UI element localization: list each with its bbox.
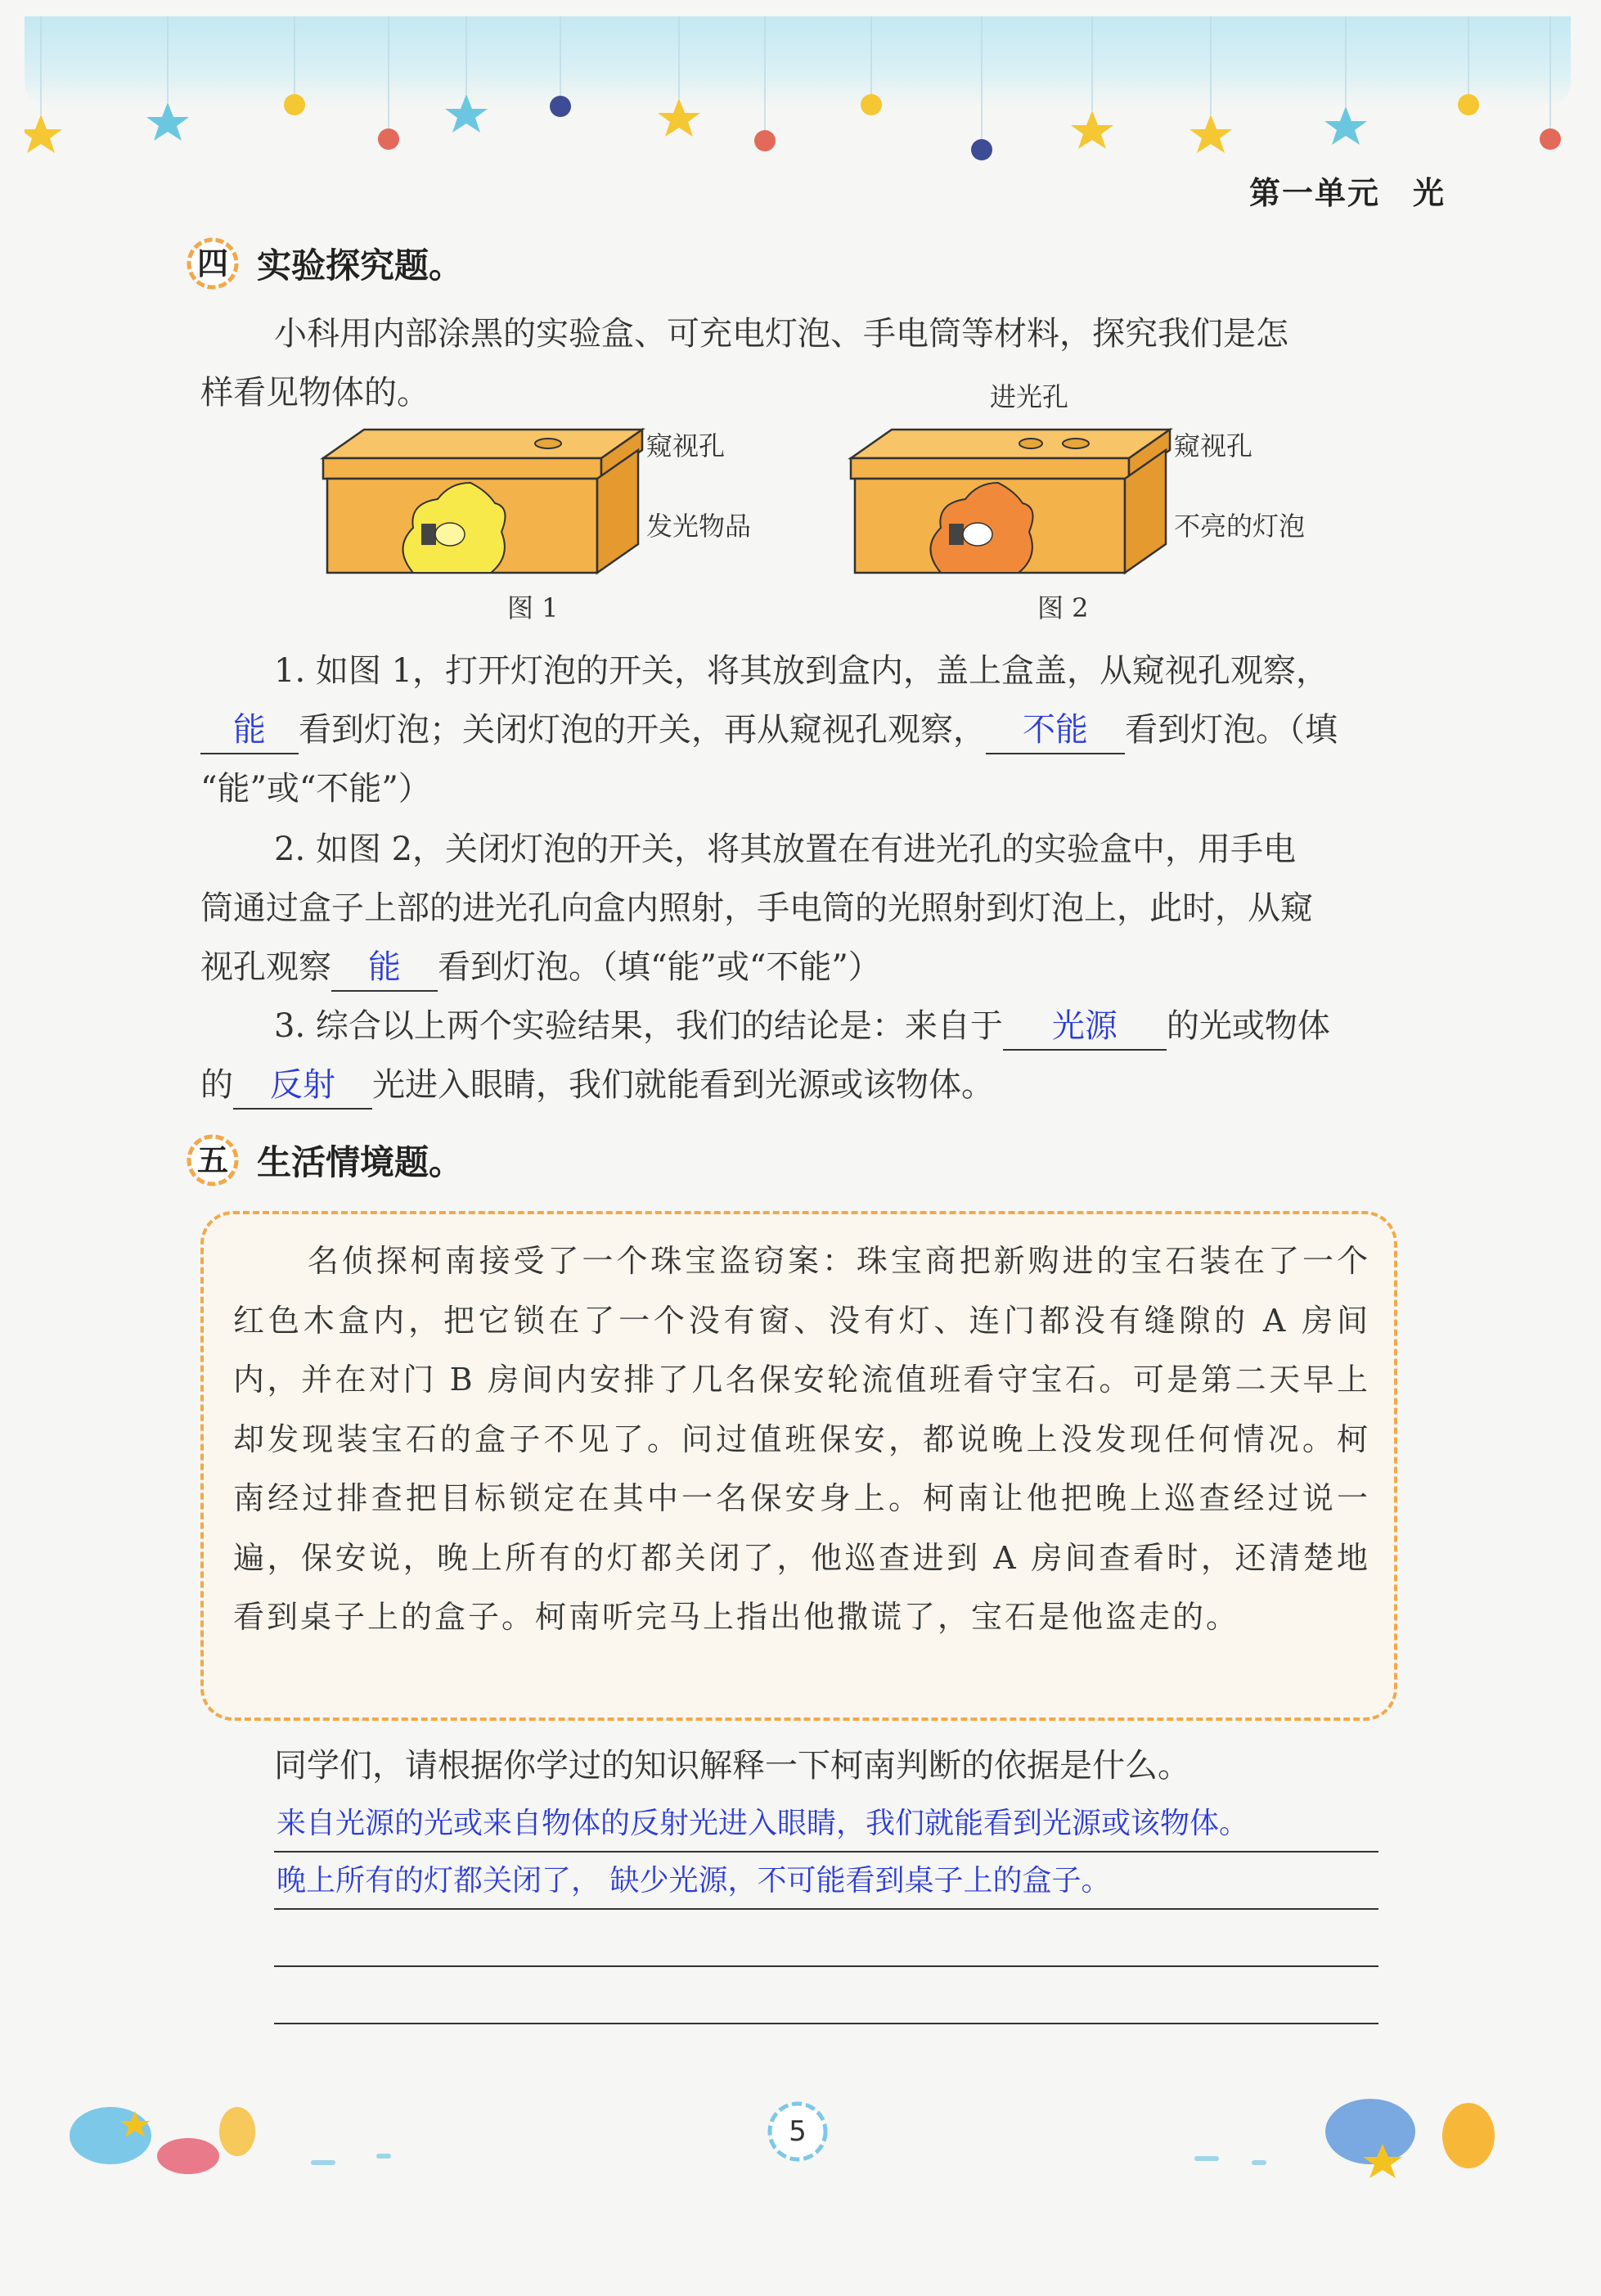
q3-line1 [274,997,1330,1056]
q1-line3: “能”或“不能”） [200,770,431,808]
unit-title: 第一单元 光 [1248,175,1446,211]
section5-title: 生活情境题。 [257,1142,464,1182]
section5-badge [187,1134,239,1186]
figure1 [315,425,659,584]
experiment-box-illustration [315,425,659,581]
q3-line2 [200,1056,994,1114]
section4-title: 实验探究题。 [257,245,464,286]
answer-text-2: 晚上所有的灯都关闭了， 缺少光源，不可能看到桌子上的盒子。 [277,1864,1111,1898]
section4-badge [187,237,239,290]
figure1-label: 图 1 [507,592,559,624]
q3-line1-post: 的光或物体 [1166,1007,1330,1045]
answer-line-3[interactable] [274,1908,1378,1967]
q3-answer1[interactable]: 光源 [1003,1003,1167,1051]
q2-line3-post: 看到灯泡。（填“能”或“不能”） [438,948,881,986]
q3-line1-pre: 3. 综合以上两个实验结果，我们的结论是：来自于 [274,1007,1003,1045]
section4-header [187,237,463,290]
q2-line1: 2. 如图 2，关闭灯泡的开关，将其放置在有进光孔的实验盒中，用手电 [274,831,1297,868]
page-number-badge [765,2099,830,2164]
q2-line3 [200,938,881,997]
section5-question: 同学们，请根据你学过的知识解释一下柯南判断的依据是什么。 [274,1747,1190,1785]
figure2 [843,425,1186,584]
q3-answer2[interactable]: 反射 [233,1062,372,1110]
q1-answer2[interactable]: 不能 [986,707,1125,754]
header-decoration [25,16,1571,106]
intro-line2: 样看见物体的。 [200,374,429,412]
figure2-label: 图 2 [1037,592,1089,624]
stars-moons-decoration [25,16,1571,164]
q1-answer1[interactable]: 能 [200,707,299,754]
fig2-callout-hole: 窥视孔 [1174,430,1253,461]
q1-line1: 1. 如图 1，打开灯泡的开关，将其放到盒内，盖上盒盖，从窥视孔观察， [274,652,1329,690]
q3-line2-pre: 的 [200,1066,233,1104]
q1-tail: 看到灯泡。（填 [1125,711,1338,749]
q2-line3-pre: 视孔观察 [200,948,331,986]
q1-line2 [200,700,1338,759]
answer-line-4[interactable] [274,1965,1378,2024]
q1-mid: 看到灯泡；关闭灯泡的开关，再从窥视孔观察， [299,711,986,749]
section5-header [187,1134,463,1186]
experiment-box-illustration [843,425,1186,581]
fig2-callout-light-hole: 进光孔 [990,381,1069,412]
q3-line2-post: 光进入眼睛，我们就能看到光源或该物体。 [372,1066,994,1104]
story-text [233,1231,1370,1647]
story-paragraph: 名侦探柯南接受了一个珠宝盗窃案：珠宝商把新购进的宝石装在了一个红色木盒内，把它锁在了一个没有窗、没有灯、连门都没有缝隙的 A 房间内，并在对门 B 房间内安排了几名保安轮流值班看守宝石。可是第二天早上却发现装宝石的盒子不见了。问过值班保安，都说晚上没发现任何情况。柯南经过排查把目标锁定在其中一名保安身上。柯南让他把晚上巡查经过说一遍，保安说，晚上所有的灯都关闭了，他巡查进到 A 房间查看时，还清楚地看到桌子上的盒子。柯南听完马上指出他撒谎了，宝石是他盗走的。 [233,1243,1370,1635]
fig1-callout-object: 发光物品 [646,511,752,542]
page-number: 5 [789,2115,807,2148]
q2-answer[interactable]: 能 [331,944,438,992]
intro-line1: 小科用内部涂黑的实验盒、可充电灯泡、手电筒等材料，探究我们是怎 [274,315,1288,353]
section5-number: 五 [196,1142,228,1178]
section4-number: 四 [196,245,228,281]
answer-text-1: 来自光源的光或来自物体的反射光进入眼睛，我们就能看到光源或该物体。 [277,1807,1249,1840]
fig1-callout-hole: 窥视孔 [646,430,726,461]
q2-line2: 筒通过盒子上部的进光孔向盒内照射，手电筒的光照射到灯泡上，此时，从窥 [200,889,1313,927]
fig2-callout-object: 不亮的灯泡 [1174,511,1306,542]
